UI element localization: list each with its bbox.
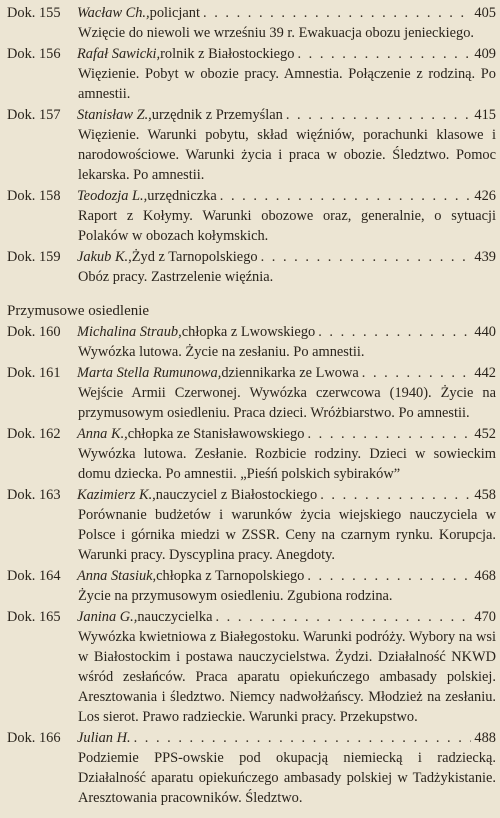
toc-entry <box>7 186 496 246</box>
author-description: nauczyciel z Białostockiego <box>155 487 318 503</box>
dot-leader <box>297 44 471 64</box>
document-number: Dok. 162 <box>7 426 61 442</box>
toc-entry-header <box>7 322 496 342</box>
author-description: Żyd z Tarnopolskiego <box>131 249 258 265</box>
toc-entry <box>7 322 496 362</box>
document-number: Dok. 157 <box>7 107 61 123</box>
toc-entry <box>7 728 496 808</box>
toc-entry <box>7 363 496 423</box>
author-description: rolnik z Białostockiego <box>160 46 295 62</box>
toc-entry-header <box>7 44 496 64</box>
toc-entry-header <box>7 363 496 383</box>
toc-entry-header <box>7 485 496 505</box>
page-number: 409 <box>474 46 496 62</box>
page-number: 452 <box>474 426 496 442</box>
author-name: Anna Stasiuk, <box>77 568 157 584</box>
author-name: Janina G., <box>77 609 138 625</box>
entry-description: Podziemie PPS-owskie pod okupacją niemiecką i radziecką. Działalność aparatu opiekuńczego ambasady polskiej w Tadżykistanie. Aresztowania pracowników. Śledztwo. <box>78 750 496 806</box>
author-name: Kazimierz K., <box>77 487 156 503</box>
document-number: Dok. 155 <box>7 5 61 21</box>
document-number: Dok. 164 <box>7 568 61 584</box>
entry-description: Życie na przymusowym osiedleniu. Zgubiona rodzina. <box>78 588 393 604</box>
document-number: Dok. 165 <box>7 609 61 625</box>
dot-leader <box>261 247 472 267</box>
dot-leader <box>307 424 471 444</box>
author-description: urzędnik z Przemyślan <box>151 107 283 123</box>
document-number: Dok. 161 <box>7 365 61 381</box>
author-name: Michalina Straub, <box>77 324 182 340</box>
page-number: 488 <box>474 730 496 746</box>
author-description: chłopka z Tarnopolskiego <box>156 568 305 584</box>
page-number: 440 <box>474 324 496 340</box>
toc-entry-header <box>7 728 496 748</box>
section-heading: Przymusowe osiedlenie <box>7 303 150 319</box>
dot-leader <box>215 607 471 627</box>
document-number: Dok. 166 <box>7 730 61 746</box>
author-description: nauczycielka <box>137 609 213 625</box>
toc-entry <box>7 44 496 104</box>
toc-entry-header <box>7 424 496 444</box>
toc-entry-header <box>7 247 496 267</box>
toc-entry-header <box>7 3 496 23</box>
dot-leader <box>134 728 472 748</box>
document-number: Dok. 160 <box>7 324 61 340</box>
toc-entry <box>7 566 496 606</box>
entry-description: Raport z Kołymy. Warunki obozowe oraz, generalnie, o sytuacji Polaków w obozach kołymskich. <box>78 208 496 244</box>
dot-leader <box>203 3 471 23</box>
author-description: policjant <box>149 5 200 21</box>
dot-leader <box>362 363 472 383</box>
document-number: Dok. 158 <box>7 188 61 204</box>
author-description: urzędniczka <box>147 188 217 204</box>
toc-entry <box>7 3 496 43</box>
author-name: Wacław Ch., <box>77 5 150 21</box>
toc-entry-header <box>7 566 496 586</box>
dot-leader <box>307 566 471 586</box>
page-number: 439 <box>474 249 496 265</box>
entry-description: Wzięcie do niewoli we wrześniu 39 r. Ewakuacja obozu jenieckiego. <box>78 25 474 41</box>
author-description: dziennikarka ze Lwowa <box>221 365 359 381</box>
dot-leader <box>220 186 472 206</box>
author-name: Stanisław Z., <box>77 107 152 123</box>
author-name: Jakub K., <box>77 249 132 265</box>
author-name: Julian H. <box>77 730 131 746</box>
page-number: 405 <box>474 5 496 21</box>
entry-description: Porównanie budżetów i warunków życia wiejskiego nauczyciela w Polsce i górnika miedzi w ZSSR. Ceny na czarnym rynku. Korupcja. Warunki pracy. Dyscyplina pracy. Anegdoty. <box>78 507 496 563</box>
dot-leader <box>318 322 471 342</box>
page-number: 458 <box>474 487 496 503</box>
toc-entry <box>7 105 496 185</box>
toc-group-camps <box>7 3 496 287</box>
author-name: Anna K., <box>77 426 128 442</box>
entry-description: Wywózka kwietniowa z Białegostoku. Warunki podróży. Wybory na wsi w Białostockim i postawa nauczycielstwa. Żydzi. Działalność NKWD wśród zesłańców. Praca aparatu opiekuńczego ambasady polskiej. Aresztowania i śledztwo. Niemcy nadwołżańscy. Młodzież na zesłaniu. Los sierot. Prawo radzieckie. Warunki pracy. Przekupstwo. <box>78 629 496 725</box>
author-name: Rafał Sawicki, <box>77 46 161 62</box>
page-number: 415 <box>474 107 496 123</box>
page-number: 426 <box>474 188 496 204</box>
table-of-contents <box>7 3 496 809</box>
document-number: Dok. 156 <box>7 46 61 62</box>
toc-entry <box>7 424 496 484</box>
entry-description: Wywózka lutowa. Życie na zesłaniu. Po amnestii. <box>78 344 365 360</box>
page-number: 470 <box>474 609 496 625</box>
toc-entry-header <box>7 186 496 206</box>
page-number: 468 <box>474 568 496 584</box>
author-description: chłopka ze Stanisławowskiego <box>127 426 305 442</box>
toc-entry <box>7 485 496 565</box>
toc-entry <box>7 607 496 727</box>
document-number: Dok. 163 <box>7 487 61 503</box>
author-name: Marta Stella Rumunowa, <box>77 365 222 381</box>
toc-entry-header <box>7 105 496 125</box>
document-number: Dok. 159 <box>7 249 61 265</box>
dot-leader <box>320 485 471 505</box>
dot-leader <box>286 105 472 125</box>
toc-entry <box>7 247 496 287</box>
entry-description: Więzienie. Warunki pobytu, skład więźniów, porachunki klasowe i narodowościowe. Warunki życia i praca w obozie. Śledztwo. Pomoc lekarska. Po amnestii. <box>78 127 496 183</box>
toc-group-resettlement <box>7 322 496 808</box>
page-number: 442 <box>474 365 496 381</box>
entry-description: Obóz pracy. Zastrzelenie więźnia. <box>78 269 274 285</box>
author-name: Teodozja L., <box>77 188 148 204</box>
author-description: chłopka z Lwowskiego <box>181 324 316 340</box>
entry-description: Więzienie. Pobyt w obozie pracy. Amnestia. Połączenie z rodziną. Po amnestii. <box>78 66 496 102</box>
entry-description: Wejście Armii Czerwonej. Wywózka czerwcowa (1940). Życie na przymusowym osiedleniu. Praca dzieci. Wróżbiarstwo. Po amnestii. <box>78 385 496 421</box>
entry-description: Wywózka lutowa. Zesłanie. Rozbicie rodziny. Dzieci w sowieckim domu dziecka. Po amnestii. „Pieśń polskich sybiraków” <box>78 446 496 482</box>
toc-entry-header <box>7 607 496 627</box>
